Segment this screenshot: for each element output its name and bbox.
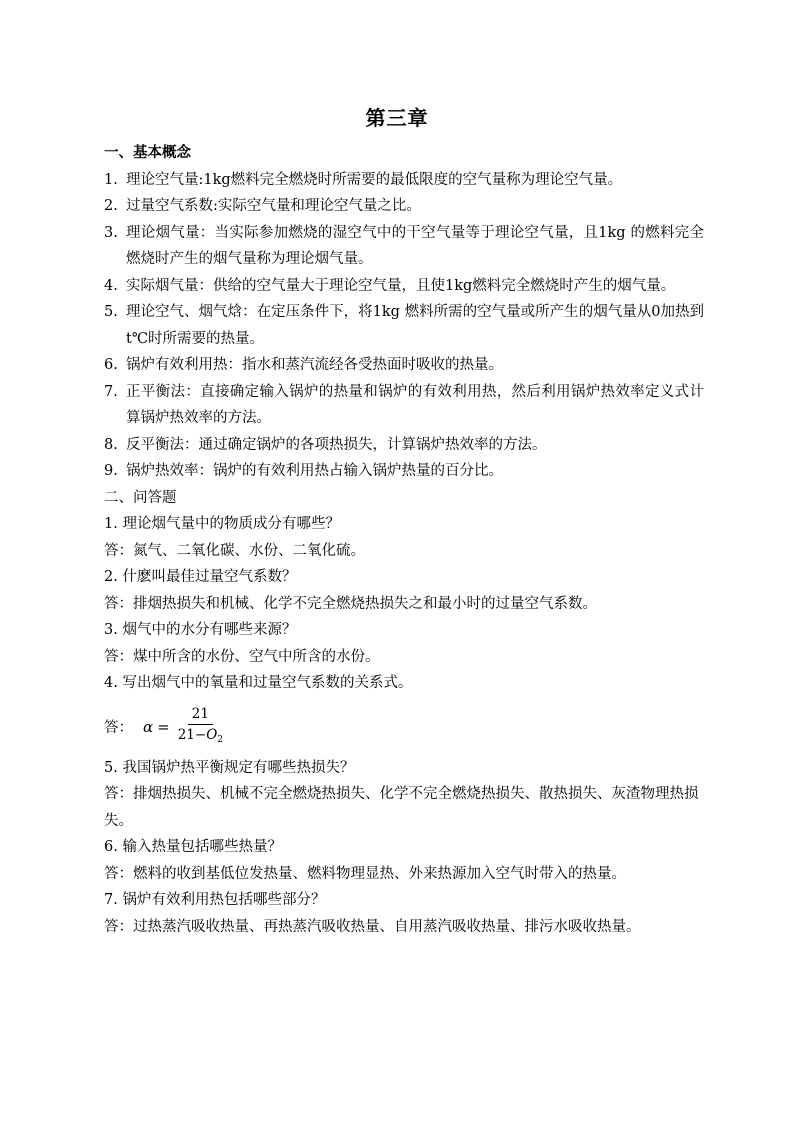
concept-item	[104, 379, 704, 432]
answer-text: 答：排烟热损失、机械不完全燃烧热损失、化学不完全燃烧热损失、散热损失、灰渣物理热损失。	[104, 786, 699, 829]
concept-number: 4.	[104, 277, 118, 294]
question-text: 3. 烟气中的水分有哪些来源？	[104, 622, 297, 638]
concept-item	[104, 352, 704, 379]
concept-number: 9.	[104, 463, 118, 479]
answer-text: 答：排烟热损失和机械、化学不完全燃烧热损失之和最小时的过量空气系数。	[104, 595, 597, 612]
concept-text: 正平衡法：直接确定输入锅炉的热量和锅炉的有效利用热，然后利用锅炉热效率定义式计算锅炉热效率的方法。	[126, 383, 704, 426]
concept-text: 理论空气量:1kg燃料完全燃烧时所需要的最低限度的空气量称为理论空气量。	[126, 171, 623, 188]
answer-label: 答：	[104, 720, 133, 736]
document-body	[104, 140, 704, 940]
formula-numerator: 21	[188, 705, 213, 725]
concept-item	[104, 273, 704, 300]
formula-oxygen-subscript: 2	[217, 734, 224, 745]
question-text: 7. 锅炉有效利用热包括哪些部分？	[104, 892, 326, 908]
formula-denominator-prefix: 21−	[177, 726, 207, 743]
concept-number: 1.	[104, 171, 118, 188]
concept-text: 锅炉有效利用热：指水和蒸汽流经各受热面时吸收的热量。	[126, 357, 503, 373]
concept-number: 3.	[104, 224, 118, 241]
concept-text: 理论空气、烟气焓：在定压条件下，将1kg 燃料所需的空气量或所产生的烟气量从0加热到 t℃时所需要的热量。	[126, 304, 704, 347]
concept-item	[104, 167, 704, 194]
question-text: 5. 我国锅炉热平衡规定有哪些热损失？	[104, 759, 355, 776]
section-heading-concepts: 一、基本概念	[104, 144, 191, 161]
formula-lhs: α	[143, 717, 154, 736]
answer-text: 答：燃料的收到基低位发热量、燃料物理显热、外来热源加入空气时带入的热量。	[104, 865, 626, 882]
concept-item	[104, 220, 704, 273]
concept-number: 2.	[104, 198, 118, 214]
concept-number: 5.	[104, 304, 118, 320]
formula-oxygen-symbol: O	[206, 726, 218, 743]
answer-text: 答：过热蒸汽吸收热量、再热蒸汽吸收热量、自用蒸汽吸收热量、排污水吸收热量。	[104, 918, 641, 935]
concept-text: 理论烟气量：当实际参加燃烧的湿空气中的干空气量等于理论空气量，且1kg 的燃料完全燃烧时产生的烟气量称为理论烟气量。	[126, 224, 704, 267]
chapter-title: 第三章	[365, 106, 429, 130]
concept-item	[104, 299, 704, 352]
concept-item	[104, 458, 704, 485]
question-text: 2. 什麽叫最佳过量空气系数？	[104, 569, 297, 585]
concept-text: 实际烟气量：供给的空气量大于理论空气量，且使1kg燃料完全燃烧时产生的烟气量。	[126, 277, 676, 294]
concept-item	[104, 432, 704, 459]
concept-number: 7.	[104, 383, 118, 400]
concept-item	[104, 193, 704, 220]
answer-text: 答：煤中所含的水份、空气中所含的水份。	[104, 648, 380, 665]
formula-equals: =	[157, 717, 170, 736]
answer-text: 答：氮气、二氧化碳、水份、二氧化硫。	[104, 542, 365, 559]
question-text: 4. 写出烟气中的氧量和过量空气系数的关系式。	[104, 675, 413, 691]
question-text: 1. 理论烟气量中的物质成分有哪些？	[104, 516, 340, 532]
formula-answer-row	[104, 701, 704, 753]
concept-number: 6.	[104, 357, 118, 373]
formula-denominator	[174, 725, 227, 749]
excess-air-formula	[143, 705, 227, 749]
formula-fraction	[174, 705, 227, 749]
section-heading-qa: 二、问答题	[104, 489, 177, 506]
question-text: 6. 输入热量包括哪些热量？	[104, 839, 282, 855]
concept-number: 8.	[104, 436, 118, 453]
concept-text: 反平衡法：通过确定锅炉的各项热损失，计算锅炉热效率的方法。	[126, 436, 547, 453]
concept-text: 锅炉热效率：锅炉的有效利用热占输入锅炉热量的百分比。	[126, 463, 503, 479]
concept-text: 过量空气系数:实际空气量和理论空气量之比。	[126, 198, 421, 214]
